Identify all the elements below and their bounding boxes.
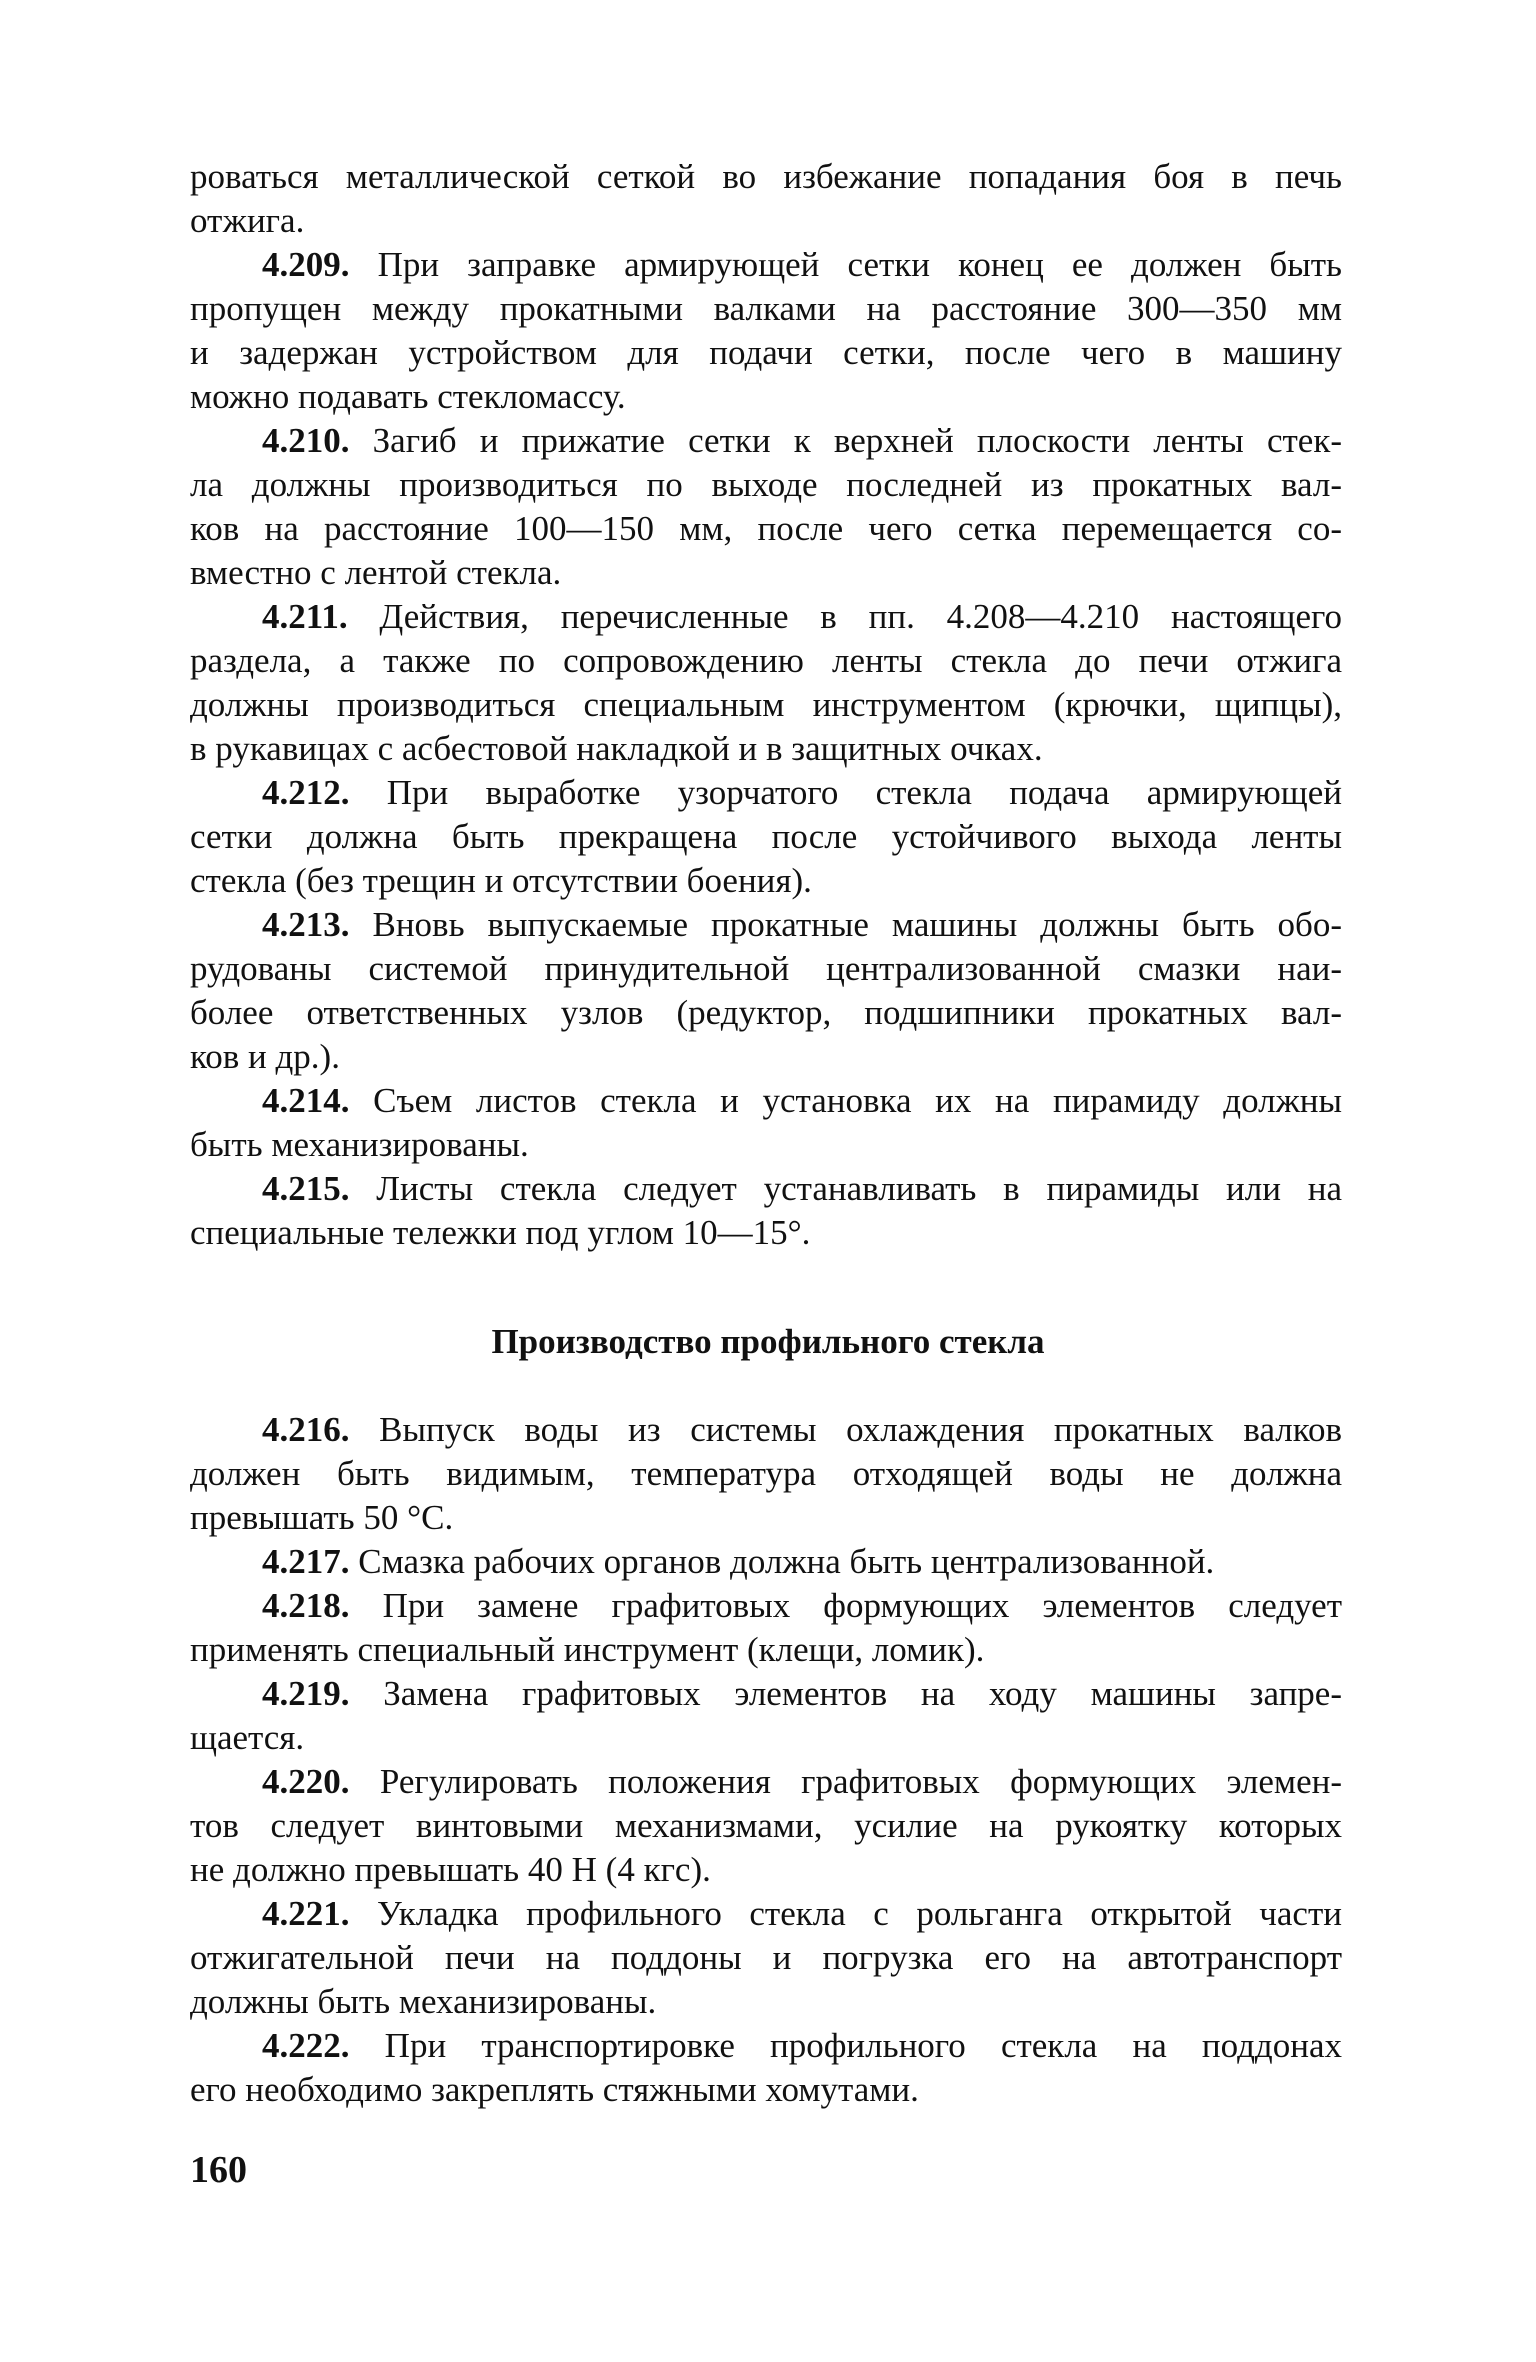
text-line [190,199,1342,243]
text-line [190,947,1342,991]
clause-number: 4.222. [262,2026,350,2065]
clause-number: 4.215. [262,1169,350,1208]
paragraph [190,2024,1342,2112]
text-line [190,1848,1342,1892]
clause-number: 4.221. [262,1894,350,1933]
line-text: Действия, перечисленные в пп. 4.208—4.210 настоящего [379,597,1342,636]
text-line [190,859,1342,903]
paragraph [190,1540,1342,1584]
text-line [190,1892,1342,1936]
line-text: в рукавицах с асбестовой накладкой и в защитных очках. [190,729,1043,768]
line-text: должны быть механизированы. [190,1982,657,2021]
line-text: и задержан устройством для подачи сетки, после чего в машину [190,333,1342,372]
text-line [190,419,1342,463]
text-line [190,1760,1342,1804]
clause-number: 4.209. [262,245,350,284]
line-text: вместно с лентой стекла. [190,553,562,592]
text-line [190,991,1342,1035]
line-text: При заправке армирующей сетки конец ее должен быть [377,245,1343,284]
line-text: ков на расстояние 100—150 мм, после чего сетка перемещается со- [190,509,1342,548]
line-text: не должно превышать 40 Н (4 кгс). [190,1850,711,1889]
line-text: специальные тележки под углом 10—15°. [190,1213,811,1252]
paragraph [190,1079,1342,1167]
line-text: роваться металлической сеткой во избежание попадания боя в печь [190,157,1342,196]
paragraph [190,1672,1342,1760]
text-line [190,1804,1342,1848]
text-line [190,2024,1342,2068]
line-text: При транспортировке профильного стекла на поддонах [384,2026,1343,2065]
text-line [190,463,1342,507]
line-text: более ответственных узлов (редуктор, подшипники прокатных вал- [190,993,1342,1032]
line-text: Листы стекла следует устанавливать в пирамиды или на [376,1169,1342,1208]
text-line [190,727,1342,771]
text-line [190,331,1342,375]
text-line [190,507,1342,551]
text-line [190,375,1342,419]
clause-number: 4.211. [262,597,348,636]
line-text: Смазка рабочих органов должна быть централизованной. [358,1542,1215,1581]
text-line [190,1123,1342,1167]
line-text: можно подавать стекломассу. [190,377,626,416]
text-line [190,1716,1342,1760]
line-text: Регулировать положения графитовых формующих элемен- [379,1762,1342,1801]
clause-number: 4.219. [262,1674,350,1713]
line-text: При выработке узорчатого стекла подача армирующей [386,773,1342,812]
line-text: должны производиться специальным инструментом (крючки, щипцы), [190,685,1342,724]
line-text: отжига. [190,201,305,240]
text-line [190,1672,1342,1716]
text-line [190,771,1342,815]
text-line [190,1211,1342,1255]
line-text: быть механизированы. [190,1125,529,1164]
line-text: рудованы системой принудительной централизованной смазки наи- [190,949,1342,988]
line-text: Замена графитовых элементов на ходу машины запре- [383,1674,1343,1713]
paragraph [190,1760,1342,1892]
text-line [190,1628,1342,1672]
line-text: Выпуск воды из системы охлаждения прокатных валков [379,1410,1343,1449]
text-line [190,1035,1342,1079]
clause-number: 4.220. [262,1762,350,1801]
clause-number: 4.214. [262,1081,350,1120]
text-line [190,1584,1342,1628]
paragraph [190,771,1342,903]
text-line [190,1079,1342,1123]
text-line [190,1496,1342,1540]
line-text: Загиб и прижатие сетки к верхней плоскости ленты стек- [372,421,1342,460]
page-number: 160 [190,2149,247,2191]
text-line [190,155,1342,199]
section-safety-rolled-glass [190,155,1342,1255]
text-line [190,815,1342,859]
line-text: щается. [190,1718,305,1757]
clause-number: 4.212. [262,773,350,812]
text-line [190,639,1342,683]
paragraph [190,1892,1342,2024]
line-text: раздела, а также по сопровождению ленты стекла до печи отжига [190,641,1342,680]
text-line [190,1167,1342,1211]
line-text: должен быть видимым, температура отходящей воды не должна [190,1454,1342,1493]
text-line [190,243,1342,287]
line-text: тов следует винтовыми механизмами, усилие на рукоятку которых [190,1806,1342,1845]
clause-number: 4.218. [262,1586,350,1625]
line-text: ла должны производиться по выходе последней из прокатных вал- [190,465,1342,504]
line-text: Вновь выпускаемые прокатные машины должны быть обо- [372,905,1343,944]
text-line [190,1452,1342,1496]
text-line [190,683,1342,727]
line-text: отжигательной печи на поддоны и погрузка его на автотранспорт [190,1938,1342,1977]
line-text: применять специальный инструмент (клещи, ломик). [190,1630,985,1669]
text-line [190,2068,1342,2112]
section-heading: Производство профильного стекла [491,1322,1045,1361]
text-line [190,551,1342,595]
text-line [190,595,1342,639]
paragraph [190,243,1342,419]
line-text: При замене графитовых формующих элементов следует [382,1586,1342,1625]
text-line [190,1980,1342,2024]
line-text: Укладка профильного стекла с рольганга открытой части [377,1894,1342,1933]
paragraph [190,1167,1342,1255]
text-line [190,1408,1342,1452]
text-line [190,1540,1342,1584]
clause-number: 4.213. [262,905,350,944]
text-line [190,903,1342,947]
paragraph [190,419,1342,595]
line-text: его необходимо закреплять стяжными хомутами. [190,2070,919,2109]
text-line [190,1936,1342,1980]
line-text: пропущен между прокатными валками на расстояние 300—350 мм [190,289,1342,328]
line-text: Съем листов стекла и установка их на пирамиду должны [373,1081,1343,1120]
paragraph [190,155,1342,243]
paragraph [190,1584,1342,1672]
line-text: сетки должна быть прекращена после устойчивого выхода ленты [190,817,1342,856]
clause-number: 4.217. [262,1542,350,1581]
paragraph [190,903,1342,1079]
text-line [190,287,1342,331]
line-text: ков и др.). [190,1037,340,1076]
line-text: превышать 50 °С. [190,1498,454,1537]
paragraph [190,1408,1342,1540]
paragraph [190,595,1342,771]
clause-number: 4.210. [262,421,350,460]
line-text: стекла (без трещин и отсутствии боения). [190,861,812,900]
clause-number: 4.216. [262,1410,350,1449]
section-profile-glass [190,1408,1342,2112]
